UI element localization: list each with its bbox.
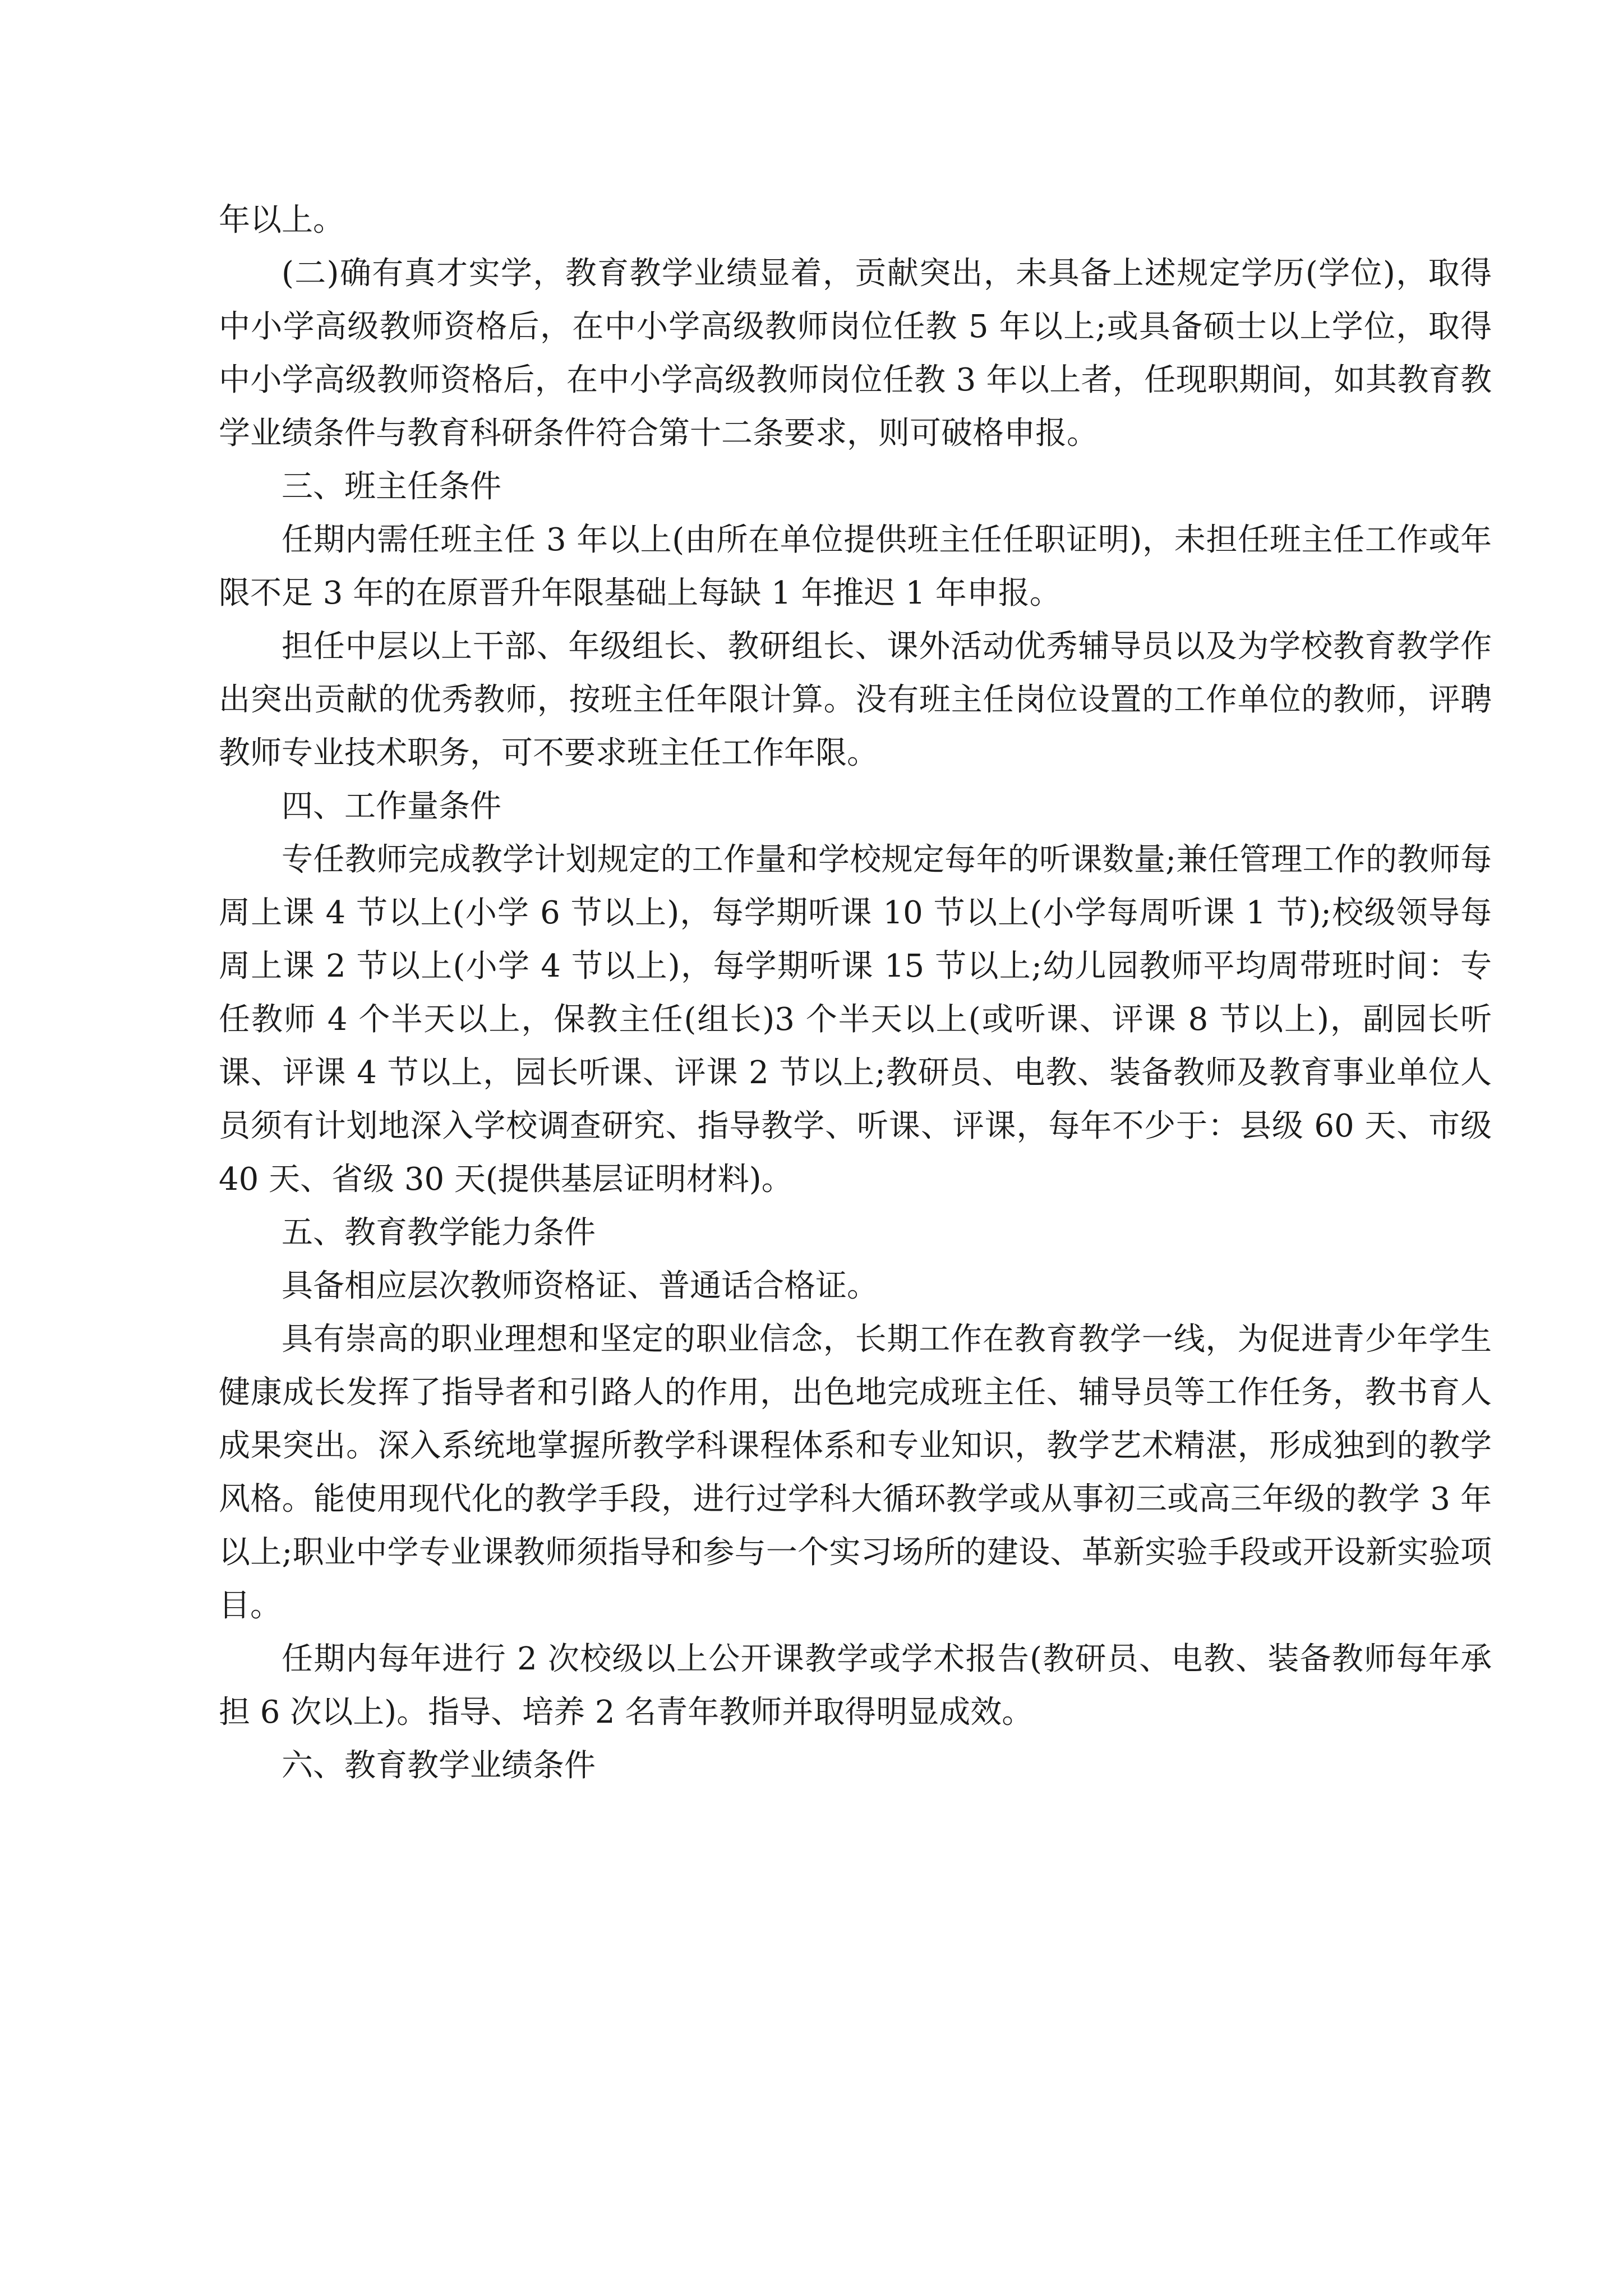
- paragraph-workload: 专任教师完成教学计划规定的工作量和学校规定每年的听课数量;兼任管理工作的教师每周上课 4 节以上(小学 6 节以上)，每学期听课 10 节以上(小学每周听课 1 节);校级领导每周上课 2 节以上(小学 4 节以上)，每学期听课 15 节以上;幼儿园教师平均周带班时间：专任教师 4 个半天以上，保教主任(组长)3 个半天以上(或听课、评课 8 节以上)，副园长听课、评课 4 节以上，园长听课、评课 2 节以上;教研员、电教、装备教师及教育事业单位人员须有计划地深入学校调查研究、指导教学、听课、评课，每年不少于：县级 60 天、市级 40 天、省级 30 天(提供基层证明材料)。: [219, 841, 1492, 1198]
- paragraph-head-teacher-term: 任期内需任班主任 3 年以上(由所在单位提供班主任任职证明)，未担任班主任工作或年限不足 3 年的在原晋升年限基础上每缺 1 年推迟 1 年申报。: [219, 522, 1492, 611]
- paragraph-exception-clause: (二)确有真才实学，教育教学业绩显着，贡献突出，未具备上述规定学历(学位)，取得中小学高级教师资格后，在中小学高级教师岗位任教 5 年以上;或具备硕士以上学位，取得中小学高级教师资格后，在中小学高级教师岗位任教 3 年以上者，任现职期间，如其教育教学业绩条件与教育科研条件符合第十二条要求，则可破格申报。: [219, 255, 1492, 452]
- document-body: [219, 194, 1492, 1792]
- paragraph-open-classes: 任期内每年进行 2 次校级以上公开课教学或学术报告(教研员、电教、装备教师每年承担 6 次以上)。指导、培养 2 名青年教师并取得明显成效。: [219, 1641, 1492, 1731]
- paragraph-certificates: 具备相应层次教师资格证、普通话合格证。: [282, 1268, 878, 1304]
- paragraph-teaching-ability: 具有崇高的职业理想和坚定的职业信念，长期工作在教育教学一线，为促进青少年学生健康成长发挥了指导者和引路人的作用，出色地完成班主任、辅导员等工作任务，教书育人成果突出。深入系统地掌握所教学科课程体系和专业知识，教学艺术精湛，形成独到的教学风格。能使用现代化的教学手段，进行过学科大循环教学或从事初三或高三年级的教学 3 年以上;职业中学专业课教师须指导和参与一个实习场所的建设、革新实验手段或开设新实验项目。: [219, 1321, 1492, 1624]
- section-heading-head-teacher: 三、班主任条件: [282, 468, 501, 505]
- section-heading-teaching-achievement: 六、教育教学业绩条件: [282, 1747, 596, 1784]
- section-heading-teaching-ability: 五、教育教学能力条件: [282, 1214, 596, 1251]
- section-heading-workload: 四、工作量条件: [282, 788, 501, 825]
- paragraph-continuation: 年以上。: [219, 202, 344, 238]
- paragraph-head-teacher-equivalent: 担任中层以上干部、年级组长、教研组长、课外活动优秀辅导员以及为学校教育教学作出突出贡献的优秀教师，按班主任年限计算。没有班主任岗位设置的工作单位的教师，评聘教师专业技术职务，可不要求班主任工作年限。: [219, 628, 1492, 771]
